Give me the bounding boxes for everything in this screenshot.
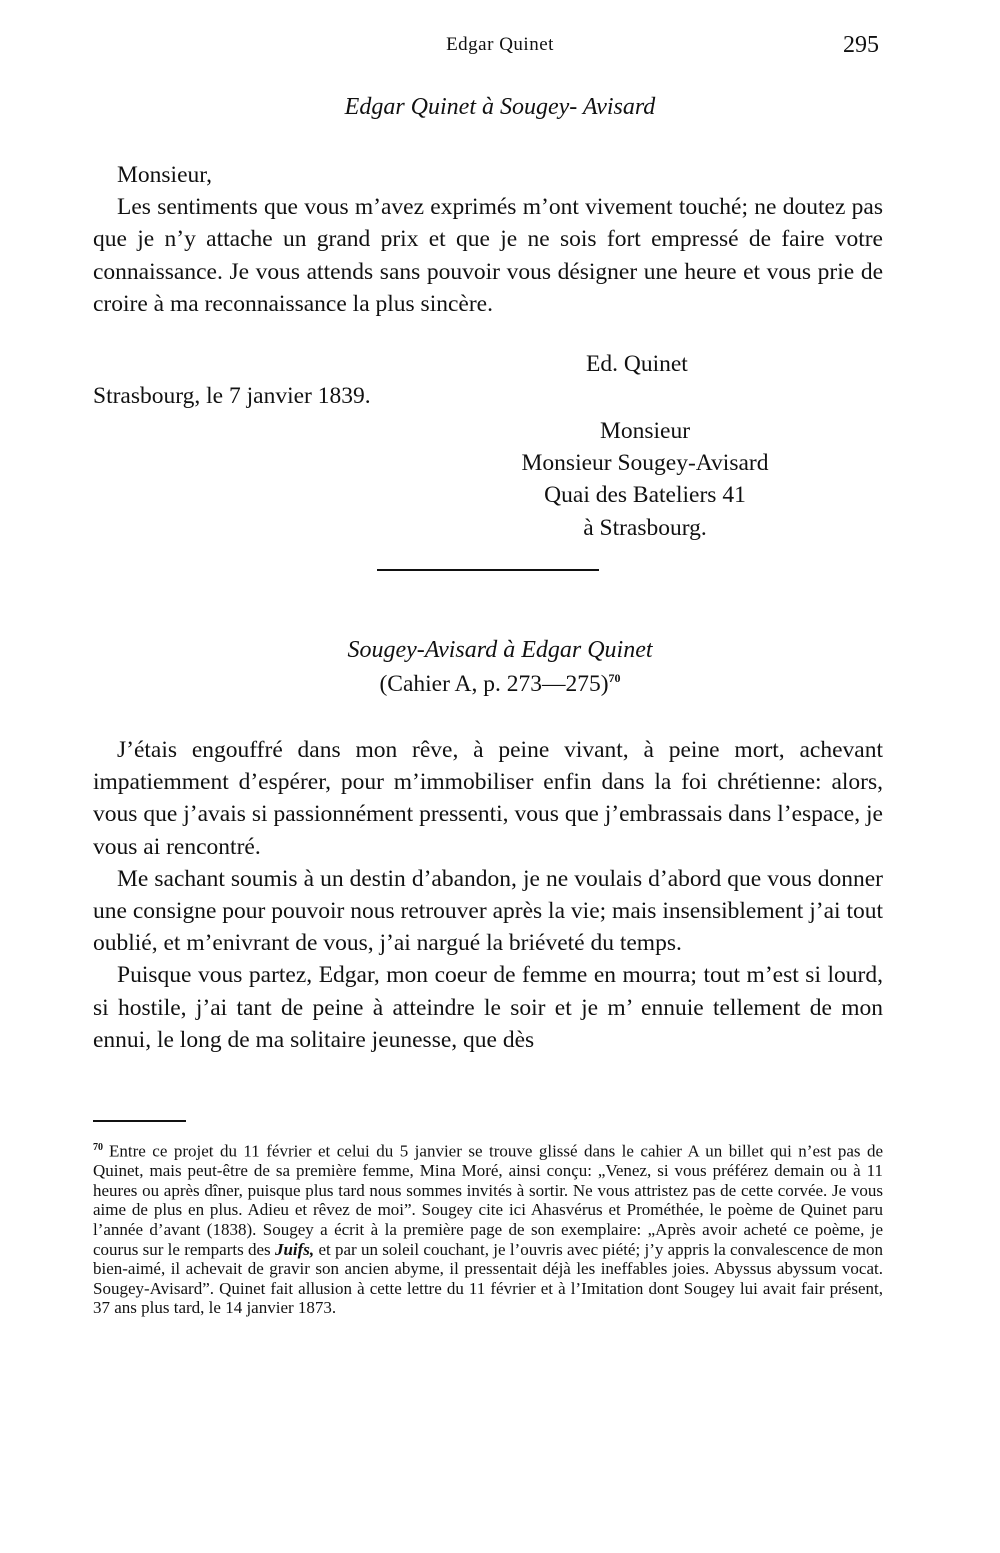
letter2-source — [0, 671, 1000, 698]
address-line: Monsieur Sougey-Avisard — [521, 450, 769, 477]
letter2-paragraph: Me sachant soumis à un destin d’abandon, je ne voulais d’abord que vous donner une consigne pour pouvoir nous retrouver après la vie; mais insensiblement j’ai tout oublié, et m’enivrant de vous, j’ai nargué la briéveté du temps. — [93, 865, 883, 957]
footnote-text: Entre ce projet du 11 février et celui du 5 janvier se trouve glissé dans le cahier A un billet qui n’est pas de Quinet, mais peut-être de sa première femme, Mina Moré, ainsi conçu: „Venez, si vous préférez demain ou à 11 heures ou après dîner, puisque plus tard nous sommes invités à sortir. Ne vous attristez pas de cette corvée. Je vous aime de plus en plus. Adieu et rêvez de moi”. Sougey cite ici Ahasvérus et Prométhée, le poème de Quinet paru l’année d’avant (1838). Sougey a écrit à la première page de son exemplaire: „Après avoir acheté ce poème, je courus sur le remparts des — [93, 1141, 883, 1259]
running-head: Edgar Quinet — [446, 34, 554, 55]
letter2-text — [93, 734, 883, 1056]
page-number: 295 — [843, 32, 879, 58]
letter1-place-date: Strasbourg, le 7 janvier 1839. — [93, 383, 371, 409]
address-line: Quai des Bateliers 41 — [544, 482, 746, 509]
letter1-body: Les sentiments que vous m’avez exprimés m’ont vivement touché; ne doutez pas que je n’y attache un grand prix et que je ne sois fort empressé de faire votre connaissance. Je vous attends sans pouvoir vous désigner une heure et vous prie de croire à ma reconnaissance la plus sincère. — [93, 194, 883, 317]
footnote-reference: 70 — [608, 671, 621, 686]
letter2-paragraph: Puisque vous partez, Edgar, mon coeur de femme en mourra; tout m’est si lourd, si hostile, j’ai tant de peine à atteindre le soir et je m’ ennuie tellement de mon ennui, le long de ma solitaire jeunesse, que dès — [93, 962, 883, 1053]
letter1-title: Edgar Quinet à Sougey- Avisard — [344, 94, 656, 120]
address-line: Monsieur — [599, 418, 691, 444]
footnote-italic-word: Juifs, — [274, 1239, 315, 1259]
address-line: à Strasbourg. — [583, 514, 707, 541]
footnote — [93, 1138, 883, 1318]
letter2-title: Sougey-Avisard à Edgar Quinet — [347, 637, 653, 663]
footnote-number: 70 — [93, 1142, 103, 1153]
letter1-salutation: Monsieur, — [117, 162, 213, 188]
letter1-address — [503, 415, 787, 544]
source-text: (Cahier A, p. 273—275) — [379, 671, 609, 697]
footnote-text: et par un soleil couchant, je l’ouvris avec piété; j’y appris la convalescence de mon bien-aimé, il achevait de gravir son ancien abyme, il pressentait déjà les ineffables joies. Abyssus abyssum vocat. Sougey-Avisard”. Quinet fait allusion à cette lettre du 11 février et à l’Imitation dont Sougey lui avait fair présent, 37 ans plus tard, le 14 janvier 1873. — [93, 1239, 884, 1318]
letter1-signature: Ed. Quinet — [586, 351, 688, 377]
letter1-text — [93, 159, 883, 320]
section-divider — [377, 569, 599, 571]
footnote-rule — [93, 1120, 186, 1122]
letter2-paragraph: J’étais engouffré dans mon rêve, à peine vivant, à peine mort, achevant impatiemment d’espérer, pour m’immobiliser enfin dans la foi chrétienne: alors, vous que j’avais si passionnément pressenti, vous que j’embrassais dans l’espace, je vous ai rencontré. — [93, 737, 883, 860]
